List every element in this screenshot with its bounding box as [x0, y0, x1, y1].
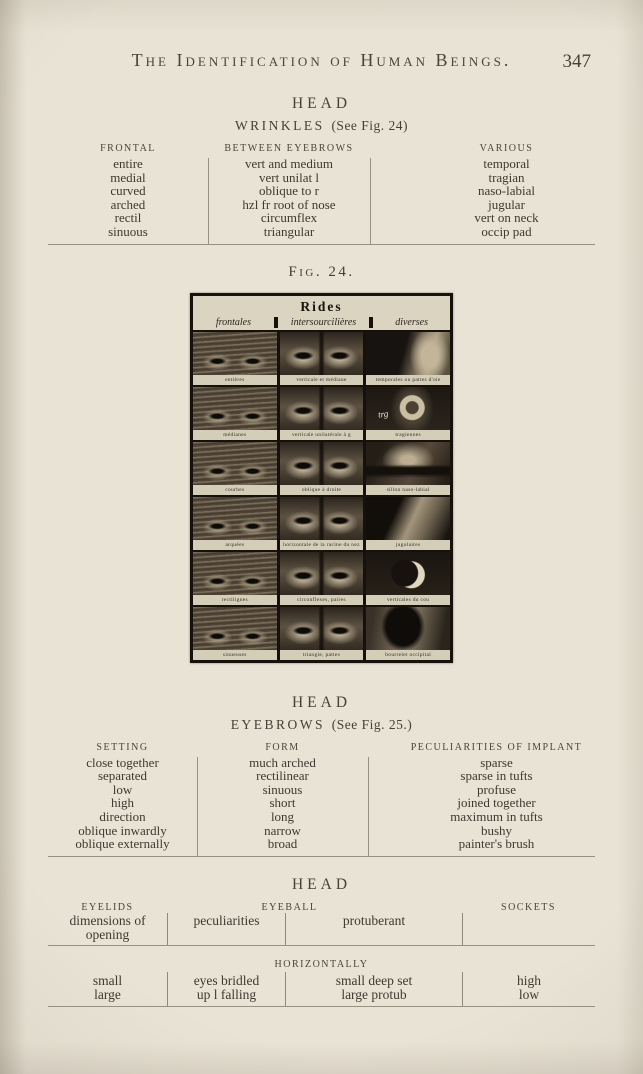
column-item: much arched — [249, 754, 316, 770]
wrinkles-column-between-eyebrows — [208, 143, 370, 239]
figure-cell — [280, 607, 364, 660]
table-cell — [462, 972, 595, 1006]
column-item: curved — [110, 183, 146, 199]
column-header: FRONTAL — [100, 143, 156, 154]
figure-row — [193, 552, 450, 605]
column-header: SETTING — [96, 741, 149, 753]
eyebrows-column-setting — [48, 742, 197, 851]
wrinkles-table — [48, 143, 595, 245]
table-cell: dimensions of opening — [69, 912, 146, 942]
column-item: separated — [97, 768, 148, 784]
wrinkle-photo-forehead — [193, 332, 277, 375]
column-item: sinuous — [108, 223, 148, 239]
section-title-head-2: HEAD — [291, 693, 352, 711]
column-item: profuse — [477, 781, 516, 797]
column-item: tragian — [488, 169, 525, 185]
wrinkle-photo-forehead — [193, 552, 277, 595]
figure-cell — [193, 387, 277, 440]
figure-photo-caption: verticales du cou — [366, 595, 450, 605]
column-item: hzl fr root of nose — [242, 196, 336, 212]
wrinkle-photo-eyes — [280, 442, 364, 485]
figure-photo-caption: médianes — [193, 430, 277, 440]
column-item: medial — [110, 169, 146, 185]
column-item: entire — [113, 156, 143, 171]
column-header: BETWEEN EYEBROWS — [224, 143, 354, 154]
eyebrows-column-implant — [368, 742, 595, 851]
photo-handwritten-label: trg — [377, 408, 389, 420]
figure-cell — [366, 387, 450, 440]
column-item: rectil — [114, 210, 142, 226]
figure-cell — [193, 607, 277, 660]
figure-photo-caption: verticale unilatérale à g — [280, 430, 364, 440]
eyebrows-table — [48, 742, 595, 857]
figure-cell — [366, 442, 450, 495]
cell-line: small — [92, 972, 123, 988]
column-item: oblique externally — [75, 836, 170, 852]
wrinkle-photo-occiput — [366, 607, 450, 650]
figure-cell — [366, 497, 450, 550]
column-item: vert unilat l — [259, 169, 319, 185]
figure-photo-caption: courbes — [193, 485, 277, 495]
column-item: sinuous — [262, 781, 303, 797]
column-item: maximum in tufts — [450, 808, 543, 824]
cell-line: small deep set — [335, 972, 413, 988]
wrinkle-photo-neck-crescent — [366, 552, 450, 595]
eyes-table — [48, 902, 595, 1007]
figure-cell — [193, 497, 277, 550]
figure-cell — [366, 332, 450, 385]
figure-photo-caption: circonflexes, paires — [280, 595, 364, 605]
wrinkle-photo-forehead — [193, 607, 277, 650]
column-divider — [208, 158, 209, 244]
figure-photo-caption: arquées — [193, 540, 277, 550]
column-item: short — [269, 795, 296, 811]
column-divider — [368, 757, 369, 856]
column-item: close together — [86, 754, 159, 770]
figure-24-wrinkles-plate — [190, 293, 453, 663]
wrinkle-photo-forehead — [193, 442, 277, 485]
column-item: low — [112, 781, 133, 797]
column-item: vert and medium — [244, 156, 334, 171]
figure-photo-caption: entières — [193, 375, 277, 385]
figure-caption: Fig. 24. — [288, 263, 355, 280]
section-title-head-3: HEAD — [291, 875, 352, 893]
column-header: FORM — [265, 741, 300, 753]
wrinkle-photo-ear — [366, 387, 450, 430]
cell-line: up l falling — [196, 986, 257, 1002]
figure-cell — [366, 607, 450, 660]
figure-cell — [193, 442, 277, 495]
column-item: long — [270, 808, 295, 824]
eyebrows-column-form — [197, 742, 368, 851]
figure-cell — [280, 332, 364, 385]
figure-photo-caption: bourrelet occipital — [366, 650, 450, 660]
cell-line: high — [516, 972, 541, 988]
column-item: oblique to r — [259, 183, 319, 199]
table-cell: peculiarities — [167, 913, 285, 945]
cell-line: large protub — [341, 986, 407, 1002]
wrinkle-photo-eyes — [280, 387, 364, 430]
column-item: jugular — [488, 196, 525, 212]
table-cell — [48, 972, 167, 1006]
column-item: direction — [99, 808, 146, 824]
column-header: VARIOUS — [479, 143, 534, 154]
column-item: occip pad — [481, 223, 532, 239]
eyes-row-1 — [48, 913, 595, 946]
figure-column-header: diverses — [369, 317, 450, 328]
figure-cell — [193, 332, 277, 385]
column-item: triangular — [263, 223, 315, 239]
figure-photo-caption: sillon naso-labial — [366, 485, 450, 495]
figure-column-header: intersourcilières — [274, 317, 369, 328]
figure-plate-header — [193, 296, 450, 316]
table-cell — [462, 913, 595, 945]
cell-line: eyes bridled — [193, 972, 260, 988]
column-header-eyelids: EYELIDS — [81, 901, 134, 913]
figure-cell — [280, 552, 364, 605]
figure-cell — [366, 552, 450, 605]
column-item: rectilinear — [256, 768, 309, 784]
column-item: arched — [110, 196, 146, 212]
wrinkle-photo-mouth — [366, 442, 450, 485]
figure-photo-caption: sinueuses — [193, 650, 277, 660]
figure-photo-caption: temporales ou pattes d'oie — [366, 375, 450, 385]
wrinkle-photo-forehead — [193, 387, 277, 430]
wrinkle-photo-forehead — [193, 497, 277, 540]
figure-plate-column-headers — [193, 316, 450, 330]
wrinkle-photo-eyes — [280, 332, 364, 375]
figure-cell — [193, 552, 277, 605]
column-item: oblique inwardly — [78, 822, 167, 838]
column-item: broad — [267, 836, 298, 852]
wrinkles-column-various — [370, 143, 595, 239]
eyes-header-row — [48, 902, 595, 913]
figure-cell — [280, 497, 364, 550]
figure-photo-caption: horizontale de la racine du nez — [280, 540, 364, 550]
column-item: circumflex — [260, 210, 318, 226]
wrinkle-photo-jaw-neck — [366, 497, 450, 540]
column-item: painter's brush — [458, 836, 535, 852]
horizontally-label: HORIZONTALLY — [274, 958, 369, 970]
column-item: temporal — [483, 156, 530, 171]
figure-row — [193, 442, 450, 495]
figure-photo-caption: triangle, pattes — [280, 650, 364, 660]
column-header: PECULIARITIES OF IMPLANT — [410, 741, 583, 753]
subtitle-figref: (See Fig. 24) — [331, 118, 409, 133]
cell-line: low — [518, 986, 540, 1002]
column-header-eyeball: EYEBALL — [261, 901, 318, 913]
figure-photo-caption: jugulaires — [366, 540, 450, 550]
figure-photo-caption: verticale et médiane — [280, 375, 364, 385]
figure-plate-title: Rides — [300, 298, 343, 314]
column-item: bushy — [480, 822, 513, 838]
column-item: high — [110, 795, 135, 811]
figure-row — [193, 387, 450, 440]
subtitle-figref: (See Fig. 25.) — [331, 716, 413, 732]
table-cell: protuberant — [285, 913, 462, 945]
section-title-head-1: HEAD — [291, 95, 352, 112]
running-title: The Identification of Human Beings. — [131, 50, 512, 70]
wrinkles-column-frontal — [48, 143, 208, 239]
subtitle-word: WRINKLES — [234, 118, 325, 133]
column-item: naso-labial — [477, 183, 536, 199]
column-header-sockets: SOCKETS — [501, 901, 556, 913]
wrinkle-photo-eyes — [280, 552, 364, 595]
page-number: 347 — [562, 51, 591, 72]
table-cell — [285, 972, 462, 1006]
figure-column-header: frontales — [215, 316, 251, 328]
subtitle-word: EYEBROWS — [230, 716, 325, 732]
section-subtitle-wrinkles — [0, 118, 643, 134]
wrinkle-photo-profile — [366, 332, 450, 375]
table-cell — [167, 972, 285, 1006]
section-subtitle-eyebrows — [0, 717, 643, 733]
figure-photo-caption: tragiennes — [366, 430, 450, 440]
wrinkle-photo-eyes — [280, 607, 364, 650]
figure-row — [193, 332, 450, 385]
column-item: vert on neck — [474, 210, 539, 226]
column-item: sparse — [480, 754, 513, 770]
column-divider — [197, 757, 198, 856]
wrinkle-photo-eyes — [280, 497, 364, 540]
running-head — [0, 50, 643, 74]
column-divider — [370, 158, 371, 244]
figure-cell — [280, 387, 364, 440]
figure-row — [193, 497, 450, 550]
figure-photo-caption: oblique à droite — [280, 485, 364, 495]
figure-cell — [280, 442, 364, 495]
cell-line: large — [94, 986, 121, 1002]
column-item: joined together — [457, 795, 536, 811]
column-item: narrow — [264, 822, 301, 838]
column-item: sparse in tufts — [460, 768, 533, 784]
figure-row — [193, 607, 450, 660]
eyes-row-2 — [48, 972, 595, 1007]
figure-photo-caption: rectilignes — [193, 595, 277, 605]
